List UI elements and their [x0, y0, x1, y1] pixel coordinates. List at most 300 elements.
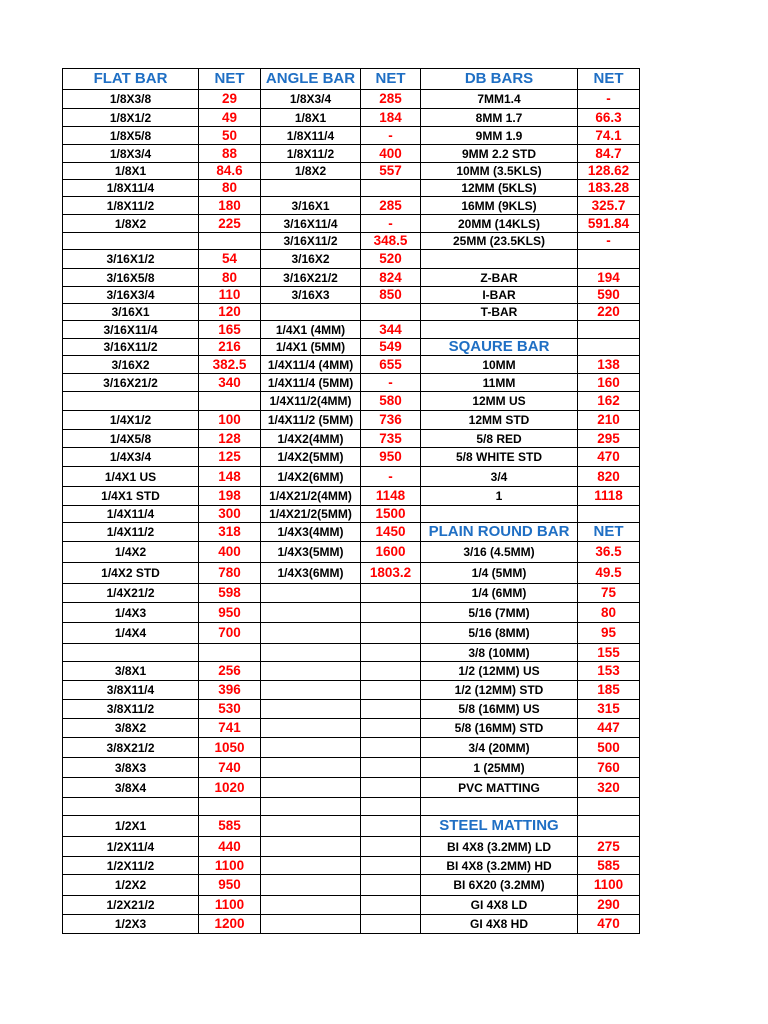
angle-bar-net-cell: 1600 — [361, 542, 421, 563]
flat-bar-cell: 1/2X11/2 — [63, 857, 199, 875]
other-item-cell: 5/8 (16MM) US — [421, 700, 578, 719]
flat-bar-net-cell: 950 — [199, 875, 261, 896]
angle-bar-cell — [261, 915, 361, 934]
angle-bar-net-cell: 285 — [361, 90, 421, 109]
angle-bar-cell — [261, 700, 361, 719]
other-item-cell: 10MM (3.5KLS) — [421, 163, 578, 180]
angle-bar-net-cell — [361, 603, 421, 623]
flat-bar-cell: 3/8X1 — [63, 662, 199, 681]
other-item-cell: 3/16 (4.5MM) — [421, 542, 578, 563]
flat-bar-net-cell: 318 — [199, 523, 261, 542]
angle-bar-net-cell: 557 — [361, 163, 421, 180]
flat-bar-net-cell: 88 — [199, 145, 261, 163]
table-row — [63, 738, 640, 758]
angle-bar-cell — [261, 875, 361, 896]
other-item-cell: 9MM 1.9 — [421, 127, 578, 145]
flat-bar-cell: 1/2X2 — [63, 875, 199, 896]
header-other-item-net-cell: NET — [578, 523, 640, 542]
other-item-net-cell: 275 — [578, 837, 640, 857]
angle-bar-cell: 3/16X3 — [261, 287, 361, 304]
flat-bar-net-cell: 440 — [199, 837, 261, 857]
angle-bar-cell — [261, 623, 361, 644]
other-item-net-cell: 183.28 — [578, 180, 640, 197]
flat-bar-cell: 1/8X11/4 — [63, 180, 199, 197]
angle-bar-cell — [261, 603, 361, 623]
angle-bar-cell — [261, 896, 361, 915]
table-row — [63, 374, 640, 392]
angle-bar-cell: 3/16X11/2 — [261, 233, 361, 250]
header-other-item-net-cell: NET — [578, 69, 640, 90]
flat-bar-net-cell: 256 — [199, 662, 261, 681]
flat-bar-cell: 1/8X5/8 — [63, 127, 199, 145]
table-row — [63, 356, 640, 374]
other-item-net-cell: 160 — [578, 374, 640, 392]
flat-bar-net-cell: 340 — [199, 374, 261, 392]
other-item-net-cell: 36.5 — [578, 542, 640, 563]
table-row — [63, 662, 640, 681]
flat-bar-cell — [63, 644, 199, 662]
angle-bar-cell: 1/8X1 — [261, 109, 361, 127]
other-item-cell: Z-BAR — [421, 269, 578, 287]
flat-bar-net-cell: 1050 — [199, 738, 261, 758]
table-row — [63, 837, 640, 857]
other-item-net-cell: 325.7 — [578, 197, 640, 215]
angle-bar-cell: 1/8X2 — [261, 163, 361, 180]
angle-bar-net-cell — [361, 837, 421, 857]
flat-bar-cell: 3/16X11/2 — [63, 339, 199, 356]
flat-bar-cell: 1/4X3/4 — [63, 448, 199, 467]
other-item-net-cell: - — [578, 90, 640, 109]
other-item-cell: 3/4 — [421, 467, 578, 487]
table-row — [63, 798, 640, 816]
table-row — [63, 163, 640, 180]
flat-bar-net-cell: 125 — [199, 448, 261, 467]
flat-bar-cell: 1/2X3 — [63, 915, 199, 934]
other-item-cell: 25MM (23.5KLS) — [421, 233, 578, 250]
flat-bar-net-cell: 216 — [199, 339, 261, 356]
other-item-cell: GI 4X8 LD — [421, 896, 578, 915]
table-row — [63, 487, 640, 506]
angle-bar-net-cell — [361, 778, 421, 798]
other-item-cell: 11MM — [421, 374, 578, 392]
flat-bar-cell: 3/8X21/2 — [63, 738, 199, 758]
flat-bar-cell: 3/8X11/4 — [63, 681, 199, 700]
angle-bar-cell: 1/8X11/2 — [261, 145, 361, 163]
flat-bar-net-cell — [199, 233, 261, 250]
flat-bar-cell — [63, 798, 199, 816]
flat-bar-cell: 1/4X11/2 — [63, 523, 199, 542]
angle-bar-net-cell — [361, 816, 421, 837]
table-row — [63, 523, 640, 542]
flat-bar-net-cell: 198 — [199, 487, 261, 506]
flat-bar-cell: 3/8X11/2 — [63, 700, 199, 719]
flat-bar-net-cell: 128 — [199, 430, 261, 448]
other-item-cell — [421, 506, 578, 523]
flat-bar-cell: 1/8X2 — [63, 215, 199, 233]
angle-bar-net-cell: 950 — [361, 448, 421, 467]
flat-bar-cell: 1/4X1 US — [63, 467, 199, 487]
table-row — [63, 603, 640, 623]
other-item-cell: 1 — [421, 487, 578, 506]
table-row — [63, 857, 640, 875]
angle-bar-net-cell: 1450 — [361, 523, 421, 542]
header-other-item-cell: STEEL MATTING — [421, 816, 578, 837]
other-item-net-cell — [578, 339, 640, 356]
flat-bar-net-cell: 740 — [199, 758, 261, 778]
table-row — [63, 448, 640, 467]
table-header-row — [63, 69, 640, 90]
table-row — [63, 233, 640, 250]
angle-bar-cell: 1/4X21/2(4MM) — [261, 487, 361, 506]
flat-bar-net-cell: 84.6 — [199, 163, 261, 180]
angle-bar-cell: 1/8X3/4 — [261, 90, 361, 109]
angle-bar-cell — [261, 738, 361, 758]
other-item-cell: 5/16 (7MM) — [421, 603, 578, 623]
angle-bar-cell: 1/4X1 (5MM) — [261, 339, 361, 356]
header-flat-bar-net-cell: NET — [199, 69, 261, 90]
other-item-net-cell: 210 — [578, 411, 640, 430]
angle-bar-net-cell: 824 — [361, 269, 421, 287]
other-item-cell: GI 4X8 HD — [421, 915, 578, 934]
angle-bar-net-cell: 520 — [361, 250, 421, 269]
other-item-net-cell: 194 — [578, 269, 640, 287]
flat-bar-cell: 1/8X3/4 — [63, 145, 199, 163]
flat-bar-cell: 3/16X2 — [63, 356, 199, 374]
other-item-net-cell: 447 — [578, 719, 640, 738]
flat-bar-cell: 1/4X2 — [63, 542, 199, 563]
angle-bar-cell: 1/4X2(5MM) — [261, 448, 361, 467]
flat-bar-net-cell: 1100 — [199, 857, 261, 875]
table-row — [63, 411, 640, 430]
angle-bar-net-cell — [361, 644, 421, 662]
table-row — [63, 644, 640, 662]
table-row — [63, 215, 640, 233]
table-row — [63, 287, 640, 304]
angle-bar-cell — [261, 584, 361, 603]
angle-bar-cell — [261, 778, 361, 798]
angle-bar-cell — [261, 798, 361, 816]
other-item-net-cell: 95 — [578, 623, 640, 644]
other-item-net-cell — [578, 816, 640, 837]
flat-bar-cell: 1/8X1 — [63, 163, 199, 180]
flat-bar-net-cell: 1100 — [199, 896, 261, 915]
flat-bar-net-cell: 300 — [199, 506, 261, 523]
angle-bar-cell — [261, 681, 361, 700]
table-row — [63, 109, 640, 127]
other-item-cell — [421, 250, 578, 269]
other-item-cell: 1 (25MM) — [421, 758, 578, 778]
angle-bar-net-cell — [361, 700, 421, 719]
other-item-cell: 16MM (9KLS) — [421, 197, 578, 215]
flat-bar-cell: 1/4X1 STD — [63, 487, 199, 506]
other-item-cell: PVC MATTING — [421, 778, 578, 798]
flat-bar-cell: 1/2X21/2 — [63, 896, 199, 915]
other-item-cell: 9MM 2.2 STD — [421, 145, 578, 163]
flat-bar-cell: 1/2X1 — [63, 816, 199, 837]
angle-bar-net-cell: 400 — [361, 145, 421, 163]
other-item-cell — [421, 798, 578, 816]
other-item-cell — [421, 321, 578, 339]
flat-bar-net-cell: 50 — [199, 127, 261, 145]
angle-bar-net-cell: 736 — [361, 411, 421, 430]
header-other-item-cell: SQAURE BAR — [421, 339, 578, 356]
other-item-net-cell: 315 — [578, 700, 640, 719]
angle-bar-cell — [261, 816, 361, 837]
angle-bar-cell: 3/16X21/2 — [261, 269, 361, 287]
other-item-net-cell: 153 — [578, 662, 640, 681]
flat-bar-net-cell: 598 — [199, 584, 261, 603]
other-item-cell: 10MM — [421, 356, 578, 374]
flat-bar-cell: 3/16X11/4 — [63, 321, 199, 339]
other-item-net-cell: 155 — [578, 644, 640, 662]
steel-price-table — [62, 68, 640, 934]
angle-bar-cell — [261, 304, 361, 321]
other-item-cell: BI 4X8 (3.2MM) LD — [421, 837, 578, 857]
angle-bar-net-cell: 184 — [361, 109, 421, 127]
table-row — [63, 127, 640, 145]
flat-bar-cell: 1/8X3/8 — [63, 90, 199, 109]
flat-bar-net-cell: 80 — [199, 180, 261, 197]
angle-bar-net-cell — [361, 798, 421, 816]
angle-bar-cell: 1/4X11/2(4MM) — [261, 392, 361, 411]
angle-bar-net-cell: 285 — [361, 197, 421, 215]
angle-bar-net-cell — [361, 304, 421, 321]
other-item-net-cell: 1100 — [578, 875, 640, 896]
other-item-cell: 3/4 (20MM) — [421, 738, 578, 758]
other-item-net-cell — [578, 321, 640, 339]
other-item-net-cell: 320 — [578, 778, 640, 798]
flat-bar-cell: 1/8X11/2 — [63, 197, 199, 215]
flat-bar-cell: 3/8X2 — [63, 719, 199, 738]
angle-bar-net-cell — [361, 623, 421, 644]
angle-bar-cell — [261, 857, 361, 875]
other-item-net-cell: 128.62 — [578, 163, 640, 180]
flat-bar-net-cell: 49 — [199, 109, 261, 127]
other-item-net-cell: 66.3 — [578, 109, 640, 127]
angle-bar-net-cell: - — [361, 127, 421, 145]
flat-bar-net-cell: 54 — [199, 250, 261, 269]
flat-bar-cell — [63, 233, 199, 250]
other-item-net-cell: 49.5 — [578, 563, 640, 584]
other-item-cell: 1/2 (12MM) US — [421, 662, 578, 681]
other-item-net-cell: 470 — [578, 915, 640, 934]
flat-bar-net-cell: 1200 — [199, 915, 261, 934]
table-row — [63, 304, 640, 321]
table-row — [63, 623, 640, 644]
flat-bar-cell — [63, 392, 199, 411]
table-row — [63, 339, 640, 356]
flat-bar-net-cell: 110 — [199, 287, 261, 304]
table-row — [63, 681, 640, 700]
table-row — [63, 563, 640, 584]
flat-bar-cell: 3/8X4 — [63, 778, 199, 798]
table-row — [63, 875, 640, 896]
other-item-cell: 1/4 (5MM) — [421, 563, 578, 584]
flat-bar-net-cell: 225 — [199, 215, 261, 233]
angle-bar-cell — [261, 758, 361, 778]
other-item-cell: T-BAR — [421, 304, 578, 321]
other-item-cell: 3/8 (10MM) — [421, 644, 578, 662]
angle-bar-cell: 1/4X2(6MM) — [261, 467, 361, 487]
angle-bar-net-cell: 549 — [361, 339, 421, 356]
table-row — [63, 700, 640, 719]
flat-bar-net-cell — [199, 644, 261, 662]
other-item-net-cell: 80 — [578, 603, 640, 623]
angle-bar-net-cell — [361, 896, 421, 915]
table-row — [63, 269, 640, 287]
table-row — [63, 250, 640, 269]
angle-bar-cell: 1/4X3(4MM) — [261, 523, 361, 542]
flat-bar-cell: 1/4X1/2 — [63, 411, 199, 430]
other-item-net-cell: 760 — [578, 758, 640, 778]
other-item-cell: 8MM 1.7 — [421, 109, 578, 127]
angle-bar-net-cell — [361, 180, 421, 197]
table-row — [63, 197, 640, 215]
other-item-net-cell: 185 — [578, 681, 640, 700]
angle-bar-net-cell: 1803.2 — [361, 563, 421, 584]
other-item-cell: 12MM (5KLS) — [421, 180, 578, 197]
flat-bar-cell: 1/4X2 STD — [63, 563, 199, 584]
flat-bar-cell: 3/16X1/2 — [63, 250, 199, 269]
angle-bar-cell: 1/4X21/2(5MM) — [261, 506, 361, 523]
flat-bar-net-cell: 950 — [199, 603, 261, 623]
table-row — [63, 321, 640, 339]
flat-bar-net-cell: 148 — [199, 467, 261, 487]
other-item-net-cell: 295 — [578, 430, 640, 448]
other-item-net-cell: 1118 — [578, 487, 640, 506]
flat-bar-net-cell — [199, 392, 261, 411]
table-row — [63, 392, 640, 411]
angle-bar-net-cell: - — [361, 374, 421, 392]
flat-bar-cell: 1/2X11/4 — [63, 837, 199, 857]
other-item-net-cell — [578, 250, 640, 269]
flat-bar-cell: 1/4X3 — [63, 603, 199, 623]
other-item-net-cell: 162 — [578, 392, 640, 411]
angle-bar-cell — [261, 719, 361, 738]
angle-bar-net-cell — [361, 915, 421, 934]
flat-bar-net-cell: 700 — [199, 623, 261, 644]
angle-bar-net-cell — [361, 719, 421, 738]
other-item-net-cell: 470 — [578, 448, 640, 467]
flat-bar-net-cell: 120 — [199, 304, 261, 321]
other-item-cell: 1/2 (12MM) STD — [421, 681, 578, 700]
other-item-cell: 5/8 RED — [421, 430, 578, 448]
table-row — [63, 430, 640, 448]
table-row — [63, 816, 640, 837]
table-row — [63, 90, 640, 109]
header-flat-bar-cell: FLAT BAR — [63, 69, 199, 90]
table-row — [63, 145, 640, 163]
flat-bar-cell: 3/16X3/4 — [63, 287, 199, 304]
angle-bar-cell — [261, 180, 361, 197]
angle-bar-net-cell: 735 — [361, 430, 421, 448]
header-angle-bar-cell: ANGLE BAR — [261, 69, 361, 90]
angle-bar-cell: 1/4X11/4 (4MM) — [261, 356, 361, 374]
angle-bar-net-cell — [361, 758, 421, 778]
angle-bar-cell: 1/4X3(6MM) — [261, 563, 361, 584]
angle-bar-net-cell: - — [361, 467, 421, 487]
flat-bar-net-cell: 585 — [199, 816, 261, 837]
angle-bar-cell: 3/16X11/4 — [261, 215, 361, 233]
angle-bar-net-cell — [361, 662, 421, 681]
angle-bar-net-cell: 580 — [361, 392, 421, 411]
table-row — [63, 542, 640, 563]
other-item-net-cell: 220 — [578, 304, 640, 321]
angle-bar-cell: 1/4X11/4 (5MM) — [261, 374, 361, 392]
table-row — [63, 778, 640, 798]
flat-bar-cell: 3/8X3 — [63, 758, 199, 778]
other-item-cell: 1/4 (6MM) — [421, 584, 578, 603]
angle-bar-net-cell — [361, 681, 421, 700]
angle-bar-net-cell — [361, 857, 421, 875]
flat-bar-net-cell: 165 — [199, 321, 261, 339]
angle-bar-net-cell — [361, 584, 421, 603]
flat-bar-cell: 3/16X5/8 — [63, 269, 199, 287]
other-item-cell: 20MM (14KLS) — [421, 215, 578, 233]
flat-bar-net-cell: 396 — [199, 681, 261, 700]
table-row — [63, 506, 640, 523]
flat-bar-net-cell: 780 — [199, 563, 261, 584]
angle-bar-net-cell — [361, 875, 421, 896]
angle-bar-net-cell: 850 — [361, 287, 421, 304]
angle-bar-cell: 1/4X11/2 (5MM) — [261, 411, 361, 430]
angle-bar-net-cell: - — [361, 215, 421, 233]
flat-bar-net-cell: 29 — [199, 90, 261, 109]
table-row — [63, 719, 640, 738]
table-row — [63, 915, 640, 934]
other-item-cell: 12MM STD — [421, 411, 578, 430]
other-item-cell: 5/16 (8MM) — [421, 623, 578, 644]
flat-bar-cell: 1/4X11/4 — [63, 506, 199, 523]
other-item-net-cell: 290 — [578, 896, 640, 915]
other-item-net-cell — [578, 506, 640, 523]
other-item-net-cell: 75 — [578, 584, 640, 603]
flat-bar-net-cell: 741 — [199, 719, 261, 738]
other-item-net-cell: 590 — [578, 287, 640, 304]
other-item-net-cell: 500 — [578, 738, 640, 758]
other-item-net-cell: 585 — [578, 857, 640, 875]
flat-bar-net-cell: 100 — [199, 411, 261, 430]
angle-bar-cell: 3/16X2 — [261, 250, 361, 269]
other-item-net-cell: 591.84 — [578, 215, 640, 233]
flat-bar-net-cell: 530 — [199, 700, 261, 719]
table-row — [63, 896, 640, 915]
other-item-cell: I-BAR — [421, 287, 578, 304]
other-item-cell: 7MM1.4 — [421, 90, 578, 109]
flat-bar-net-cell: 400 — [199, 542, 261, 563]
other-item-net-cell: 74.1 — [578, 127, 640, 145]
angle-bar-net-cell — [361, 738, 421, 758]
other-item-cell: 12MM US — [421, 392, 578, 411]
flat-bar-net-cell: 382.5 — [199, 356, 261, 374]
angle-bar-cell: 1/4X3(5MM) — [261, 542, 361, 563]
flat-bar-cell: 1/4X21/2 — [63, 584, 199, 603]
table-row — [63, 180, 640, 197]
angle-bar-net-cell: 348.5 — [361, 233, 421, 250]
other-item-net-cell: - — [578, 233, 640, 250]
angle-bar-cell — [261, 644, 361, 662]
angle-bar-cell: 1/4X1 (4MM) — [261, 321, 361, 339]
flat-bar-cell: 3/16X21/2 — [63, 374, 199, 392]
table-row — [63, 467, 640, 487]
angle-bar-net-cell: 1148 — [361, 487, 421, 506]
flat-bar-cell: 1/8X1/2 — [63, 109, 199, 127]
other-item-cell: BI 4X8 (3.2MM) HD — [421, 857, 578, 875]
other-item-cell: 5/8 WHITE STD — [421, 448, 578, 467]
other-item-net-cell: 138 — [578, 356, 640, 374]
angle-bar-cell — [261, 662, 361, 681]
flat-bar-net-cell: 80 — [199, 269, 261, 287]
